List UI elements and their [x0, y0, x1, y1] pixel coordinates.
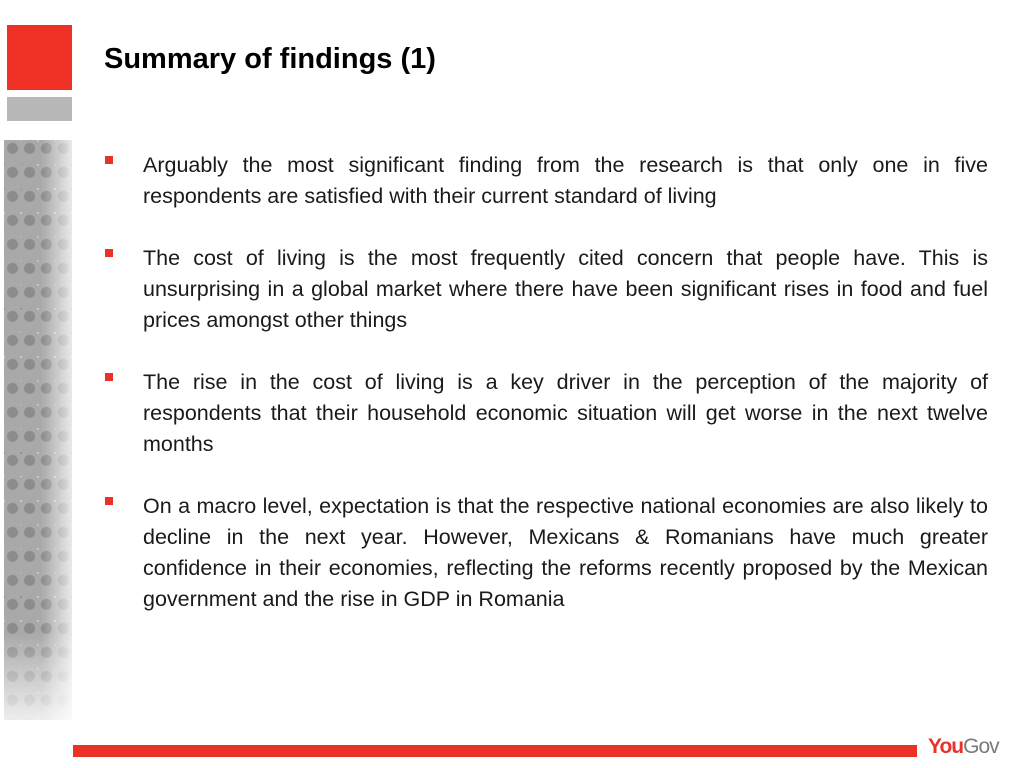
finding-bullet-2: [104, 243, 988, 336]
finding-bullet-3: [104, 367, 988, 460]
footer-red-bar: [73, 745, 917, 757]
finding-bullet-1: [104, 150, 988, 212]
finding-text: The cost of living is the most frequently cited concern that people have. This is unsurprising in a global market where there have been significant rises in food and fuel prices amongst other things: [143, 246, 988, 332]
finding-bullet-4: [104, 491, 988, 615]
finding-text: On a macro level, expectation is that the respective national economies are also likely to decline in the next year. However, Mexicans & Romanians have much greater confidence in their economies, reflecting the reforms recently proposed by the Mexican government and the rise in GDP in Romania: [143, 494, 988, 611]
bullet-marker-icon: [105, 156, 113, 164]
red-accent-block: [7, 25, 72, 90]
finding-text: Arguably the most significant finding from the research is that only one in five respondents are satisfied with their current standard of living: [143, 153, 988, 208]
logo-gov: Gov: [963, 735, 999, 758]
finding-text: The rise in the cost of living is a key driver in the perception of the majority of respondents that their household economic situation will get worse in the next twelve months: [143, 370, 988, 456]
bullet-marker-icon: [105, 373, 113, 381]
yougov-logo: [928, 735, 999, 759]
crowd-illustration: [4, 140, 72, 720]
grey-accent-block: [7, 97, 72, 121]
slide-title: Summary of findings (1): [104, 43, 436, 75]
findings-list: [104, 150, 988, 646]
logo-you: You: [928, 735, 964, 758]
bullet-marker-icon: [105, 249, 113, 257]
bullet-marker-icon: [105, 497, 113, 505]
